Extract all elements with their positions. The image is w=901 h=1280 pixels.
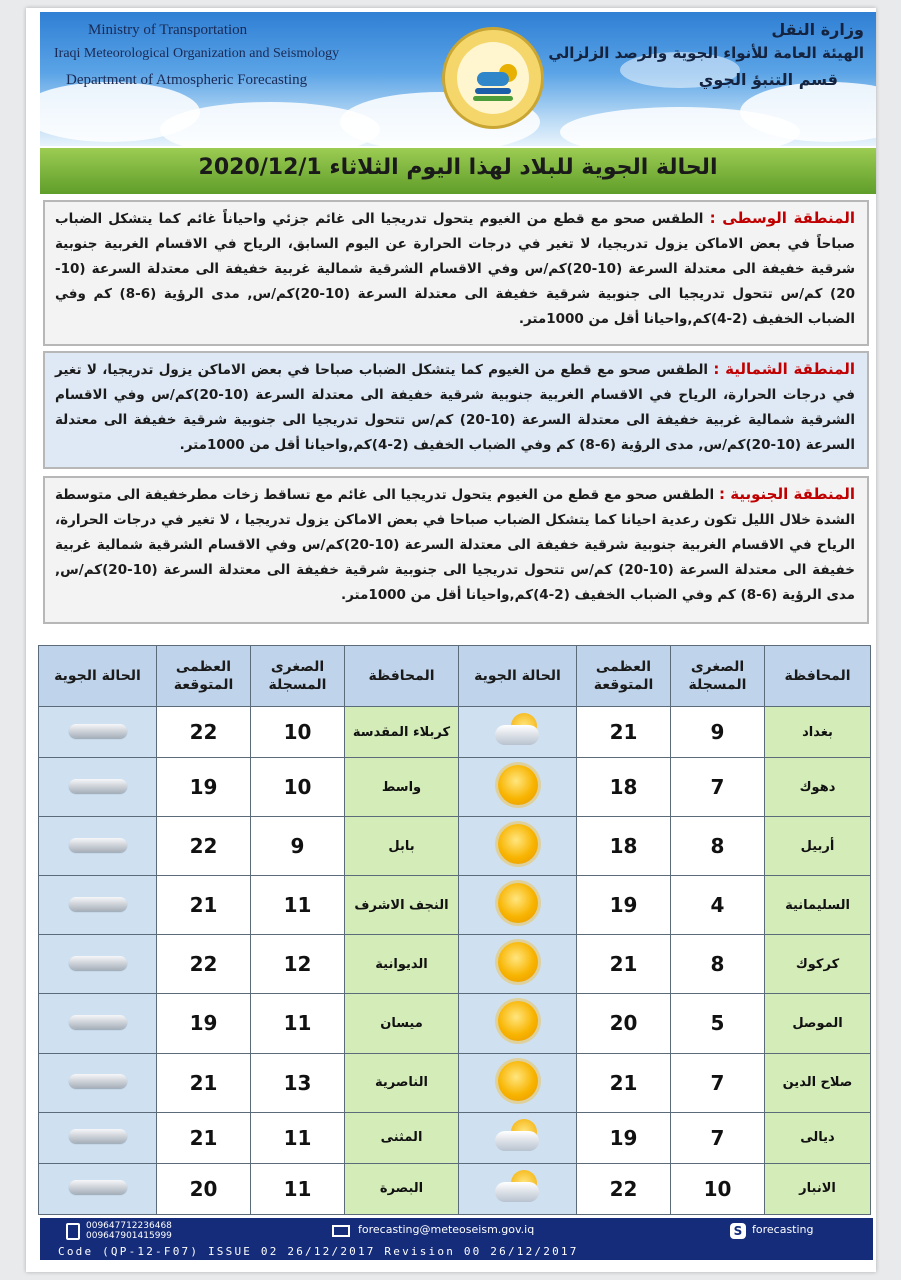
province-cell: المثنى (345, 1112, 459, 1163)
province-cell: الانبار (765, 1163, 871, 1214)
max-temp-cell: 21 (157, 876, 251, 935)
haze-icon (69, 724, 127, 738)
organization-logo (442, 27, 544, 129)
region-text: الطقس صحو مع قطع من الغيوم كما يتشكل الضباب صباحا في بعض الاماكن يزول تدريجيا، لا تغير في درجات الحرارة، الرياح في الاقسام الغربية جنوبية شرقية خفيفة الى معتدلة السرعة (10-20)كم/س وفي الاقسام الشرقية شمالية غربية خفيفة الى معتدلة السرعة (10-20) كم/س تتحول تدريجيا الى جنوبية شرقية خفيفة الى معتدلة السرعة (10-20)كم/س, مدى الرؤية (6-8) كم وفي الضباب الخفيف (2-4)كم,واحيانا أقل من 1000متر. (55, 362, 856, 453)
min-temp-cell: 10 (671, 1163, 765, 1214)
min-temp-cell: 11 (251, 1112, 345, 1163)
document-code: Code (QP-12-F07) ISSUE 02 26/12/2017 Revision 00 26/12/2017 (58, 1245, 579, 1258)
report-title: الحالة الجوية للبلاد لهذا اليوم الثلاثاء 2020/12/1 (198, 155, 718, 180)
min-temp-cell: 4 (671, 876, 765, 935)
haze-icon (69, 1015, 127, 1029)
province-cell: واسط (345, 758, 459, 817)
max-temp-cell: 18 (577, 758, 671, 817)
province-cell: النجف الاشرف (345, 876, 459, 935)
region-label: المنطقة الوسطى : (709, 209, 856, 227)
table-row (39, 1053, 871, 1112)
weather-state-cell (39, 1053, 157, 1112)
min-temp-cell: 11 (251, 876, 345, 935)
max-temp-cell: 22 (157, 817, 251, 876)
phone-1: 009647712236468 (86, 1221, 172, 1231)
min-temp-cell: 11 (251, 994, 345, 1053)
province-cell: كربلاء المقدسة (345, 707, 459, 758)
forecast-table (38, 645, 871, 1215)
table-row (39, 1112, 871, 1163)
ar-org: الهيئة العامة للأنواء الجوية والرصد الزلزالي (548, 44, 864, 62)
col-state: الحالة الجوية (39, 646, 157, 707)
table-row (39, 817, 871, 876)
table-row (39, 876, 871, 935)
weather-state-cell (459, 935, 577, 994)
weather-state-cell (39, 817, 157, 876)
province-cell: بغداد (765, 707, 871, 758)
min-temp-cell: 7 (671, 758, 765, 817)
haze-icon (69, 956, 127, 970)
min-temp-cell: 8 (671, 935, 765, 994)
col-min: الصغرى المسجلة (251, 646, 345, 707)
weather-state-cell (459, 707, 577, 758)
max-temp-cell: 19 (577, 1112, 671, 1163)
en-org: Iraqi Meteorological Organization and Seismology (54, 46, 340, 61)
province-cell: البصرة (345, 1163, 459, 1214)
email-link[interactable]: forecasting@meteoseism.gov.iq (358, 1223, 535, 1236)
haze-icon (69, 897, 127, 911)
haze-icon (69, 838, 127, 852)
table-row (39, 758, 871, 817)
min-temp-cell: 12 (251, 935, 345, 994)
max-temp-cell: 21 (577, 707, 671, 758)
weather-state-cell (39, 1112, 157, 1163)
min-temp-cell: 7 (671, 1053, 765, 1112)
min-temp-cell: 11 (251, 1163, 345, 1214)
max-temp-cell: 19 (157, 758, 251, 817)
table-row (39, 707, 871, 758)
haze-icon (69, 779, 127, 793)
sun-icon (498, 942, 538, 982)
haze-icon (69, 1129, 127, 1143)
ar-dept: قسم التنبؤ الجوي (698, 70, 838, 89)
ar-ministry: وزارة النقل (771, 20, 864, 39)
weather-state-cell (39, 935, 157, 994)
weather-state-cell (459, 1053, 577, 1112)
min-temp-cell: 9 (251, 817, 345, 876)
sun-icon (498, 883, 538, 923)
weather-state-cell (39, 994, 157, 1053)
phone-2: 009647901415999 (86, 1231, 172, 1241)
max-temp-cell: 21 (157, 1112, 251, 1163)
weather-state-cell (459, 817, 577, 876)
province-cell: الديوانية (345, 935, 459, 994)
region-box-central (43, 200, 869, 346)
weather-state-cell (39, 707, 157, 758)
partly-cloudy-icon (493, 713, 543, 747)
min-temp-cell: 8 (671, 817, 765, 876)
sun-icon (498, 1061, 538, 1101)
province-cell: ديالى (765, 1112, 871, 1163)
skype-handle: forecasting (752, 1223, 814, 1236)
max-temp-cell: 22 (157, 707, 251, 758)
en-dept: Department of Atmospheric Forecasting (66, 72, 308, 88)
partly-cloudy-icon (493, 1119, 543, 1153)
footer-bar (40, 1218, 873, 1260)
email-icon (332, 1225, 350, 1237)
table-header-row (39, 646, 871, 707)
col-province: المحافظة (345, 646, 459, 707)
max-temp-cell: 21 (577, 935, 671, 994)
max-temp-cell: 20 (157, 1163, 251, 1214)
weather-state-cell (459, 994, 577, 1053)
en-ministry: Ministry of Transportation (88, 22, 248, 38)
max-temp-cell: 19 (577, 876, 671, 935)
province-cell: أربيل (765, 817, 871, 876)
phone-icon (66, 1223, 80, 1240)
min-temp-cell: 9 (671, 707, 765, 758)
sun-icon (498, 824, 538, 864)
max-temp-cell: 22 (157, 935, 251, 994)
skype-icon: S (730, 1223, 746, 1239)
max-temp-cell: 19 (157, 994, 251, 1053)
province-cell: صلاح الدين (765, 1053, 871, 1112)
col-min: الصغرى المسجلة (671, 646, 765, 707)
region-box-north (43, 351, 869, 469)
col-max: العظمى المتوقعة (577, 646, 671, 707)
max-temp-cell: 21 (577, 1053, 671, 1112)
max-temp-cell: 21 (157, 1053, 251, 1112)
weather-state-cell (39, 876, 157, 935)
max-temp-cell: 18 (577, 817, 671, 876)
province-cell: دهوك (765, 758, 871, 817)
province-cell: السليمانية (765, 876, 871, 935)
min-temp-cell: 5 (671, 994, 765, 1053)
max-temp-cell: 22 (577, 1163, 671, 1214)
region-text: الطقس صحو مع قطع من الغيوم يتحول تدريجيا الى غائم جزئي واحياناً غائم كما يتشكل الضباب صباحاً في بعض الاماكن يزول تدريجيا، لا تغير في درجات الحرارة عن اليوم السابق، الرياح في الاقسام الغربية جنوبية شرقية خفيفة الى معتدلة السرعة (10-20)كم/س وفي الاقسام الشرقية شمالية غربية خفيفة الى معتدلة السرعة (10-20) كم/س تتحول تدريجيا الى جنوبية شرقية خفيفة الى معتدلة السرعة (10-20)كم/س, مدى الرؤية (6-8) كم وفي الضباب الخفيف (2-4)كم,واحيانا أقل من 1000متر. (55, 211, 855, 327)
region-label: المنطقة الجنوبية : (718, 485, 855, 503)
weather-state-cell (459, 1163, 577, 1214)
weather-state-cell (459, 758, 577, 817)
province-cell: الناصرية (345, 1053, 459, 1112)
min-temp-cell: 10 (251, 758, 345, 817)
haze-icon (69, 1074, 127, 1088)
letterhead (40, 12, 876, 146)
province-cell: الموصل (765, 994, 871, 1053)
min-temp-cell: 13 (251, 1053, 345, 1112)
haze-icon (69, 1180, 127, 1194)
sun-icon (498, 765, 538, 805)
province-cell: ميسان (345, 994, 459, 1053)
weather-state-cell (459, 1112, 577, 1163)
col-max: العظمى المتوقعة (157, 646, 251, 707)
col-state: الحالة الجوية (459, 646, 577, 707)
table-row (39, 994, 871, 1053)
table-row (39, 1163, 871, 1214)
region-box-south (43, 476, 869, 624)
min-temp-cell: 7 (671, 1112, 765, 1163)
region-text: الطقس صحو مع قطع من الغيوم يتحول تدريجيا الى غائم مع تساقط زخات مطرخفيفة الى متوسطة الشدة خلال الليل تكون رعدية احيانا كما يتشكل الضباب صباحا في بعض الاماكن يزول تدريجيا ، لا تغير في درجات الحرارة، الرياح في الاقسام الغربية جنوبية شرقية خفيفة الى معتدلة السرعة (10-20)كم/س وفي الاقسام الشرقية شمالية غربية خفيفة الى معتدلة السرعة (10-20) كم/س تتحول تدريجيا الى جنوبية شرقية خفيفة الى معتدلة السرعة (10-20)كم/س, مدى الرؤية (6-8) كم وفي الضباب الخفيف (2-4)كم,واحيانا أقل من 1000متر. (55, 487, 855, 603)
province-cell: كركوك (765, 935, 871, 994)
weather-state-cell (459, 876, 577, 935)
region-label: المنطقة الشمالية : (713, 360, 856, 378)
partly-cloudy-icon (493, 1170, 543, 1204)
weather-state-cell (39, 1163, 157, 1214)
province-cell: بابل (345, 817, 459, 876)
max-temp-cell: 20 (577, 994, 671, 1053)
col-province: المحافظة (765, 646, 871, 707)
weather-state-cell (39, 758, 157, 817)
title-bar (40, 148, 876, 194)
table-row (39, 935, 871, 994)
min-temp-cell: 10 (251, 707, 345, 758)
sun-icon (498, 1001, 538, 1041)
